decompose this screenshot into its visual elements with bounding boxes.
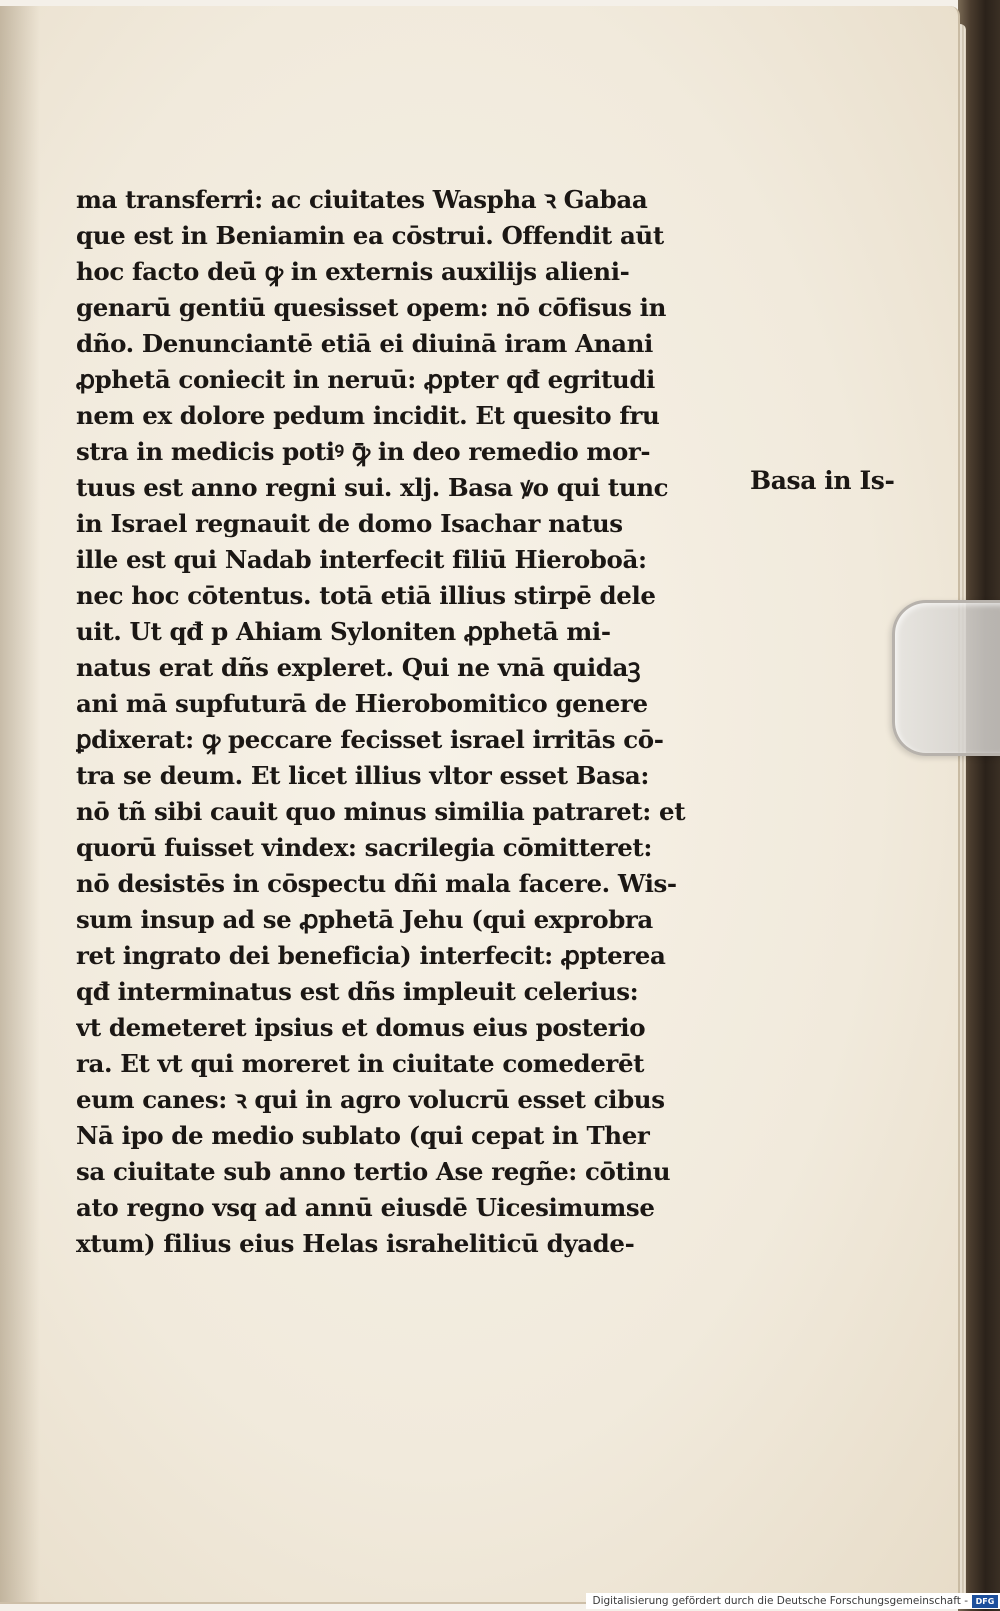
text-line: ille est qui Nadab interfecit filiū Hieroboā: [76,545,647,574]
page-clip [892,600,1000,756]
text-line: nō tñ sibi cauit quo minus similia patraret: et [76,797,686,826]
text-line: ꝑdixerat: ꝙ peccare fecisset israel irritās cō- [76,725,664,754]
text-line: hoc facto deū ꝙ in externis auxilijs alieni- [76,257,630,286]
text-line: qđ interminatus est dñs impleuit celerius: [76,977,639,1006]
text-line: ꝓphetā coniecit in neruū: ꝓpter qđ egritudi [76,365,655,394]
text-line: xtum) filius eius Helas israheliticū dyade- [76,1229,635,1258]
text-line: uit. Ut qđ p Ahiam Syloniten ꝓphetā mi- [76,617,611,646]
text-line: natus erat dñs expleret. Qui ne vnā quidaꝫ [76,653,641,682]
text-line: quorū fuisset vindex: sacrilegia cōmitteret: [76,833,652,862]
text-line: tra se deum. Et licet illius vltor esset Basa: [76,761,650,790]
text-line: nem ex dolore pedum incidit. Et quesito fru [76,401,660,430]
digitization-footer [586,1593,1000,1609]
marginal-note: Basa in Is- [750,466,895,495]
text-line: Nā ipo de medio sublato (qui cepat in Ther [76,1121,650,1150]
text-line: tuus est anno regni sui. xlj. Basa ꝟo qui tunc [76,473,669,502]
text-line: nec hoc cōtentus. totā etiā illius stirpē dele [76,581,656,610]
text-line: ret ingrato dei beneficia) interfecit: ꝓpterea [76,941,666,970]
footer-text: Digitalisierung gefördert durch die Deutsche Forschungsgemeinschaft - [592,1595,968,1607]
text-line: que est in Beniamin ea cōstrui. Offendit aūt [76,221,664,250]
gutter-shadow [0,6,40,1602]
text-line: in Israel regnauit de domo Isachar natus [76,509,623,538]
text-line: nō desistēs in cōspectu dñi mala facere. Wis- [76,869,677,898]
text-line: ani mā supfuturā de Hierobomitico genere [76,689,648,718]
text-line: genarū gentiū quesisset opem: nō cōfisus in [76,293,667,322]
text-line: sa ciuitate sub anno tertio Ase regñe: cōtinu [76,1157,671,1186]
text-block [76,182,736,1262]
text-line: dño. Denunciantē etiā ei diuinā iram Anani [76,329,653,358]
text-line: ra. Et vt qui moreret in ciuitate comederēt [76,1049,645,1078]
text-line: eum canes: ꝛ qui in agro volucrū esset cibus [76,1085,665,1114]
text-line: stra in medicis potiꝰ ꝙ̄ in deo remedio mor- [76,437,651,466]
text-line: sum insup ad se ꝓphetā Jehu (qui exprobra [76,905,653,934]
text-line: ato regno vsq ad annū eiusdē Uicesimumse [76,1193,655,1222]
dfg-logo-icon: DFG [972,1595,998,1608]
text-line: vt demeteret ipsius et domus eius posterio [76,1013,646,1042]
text-line: ma transferri: ac ciuitates Waspha ꝛ Gabaa [76,185,648,214]
